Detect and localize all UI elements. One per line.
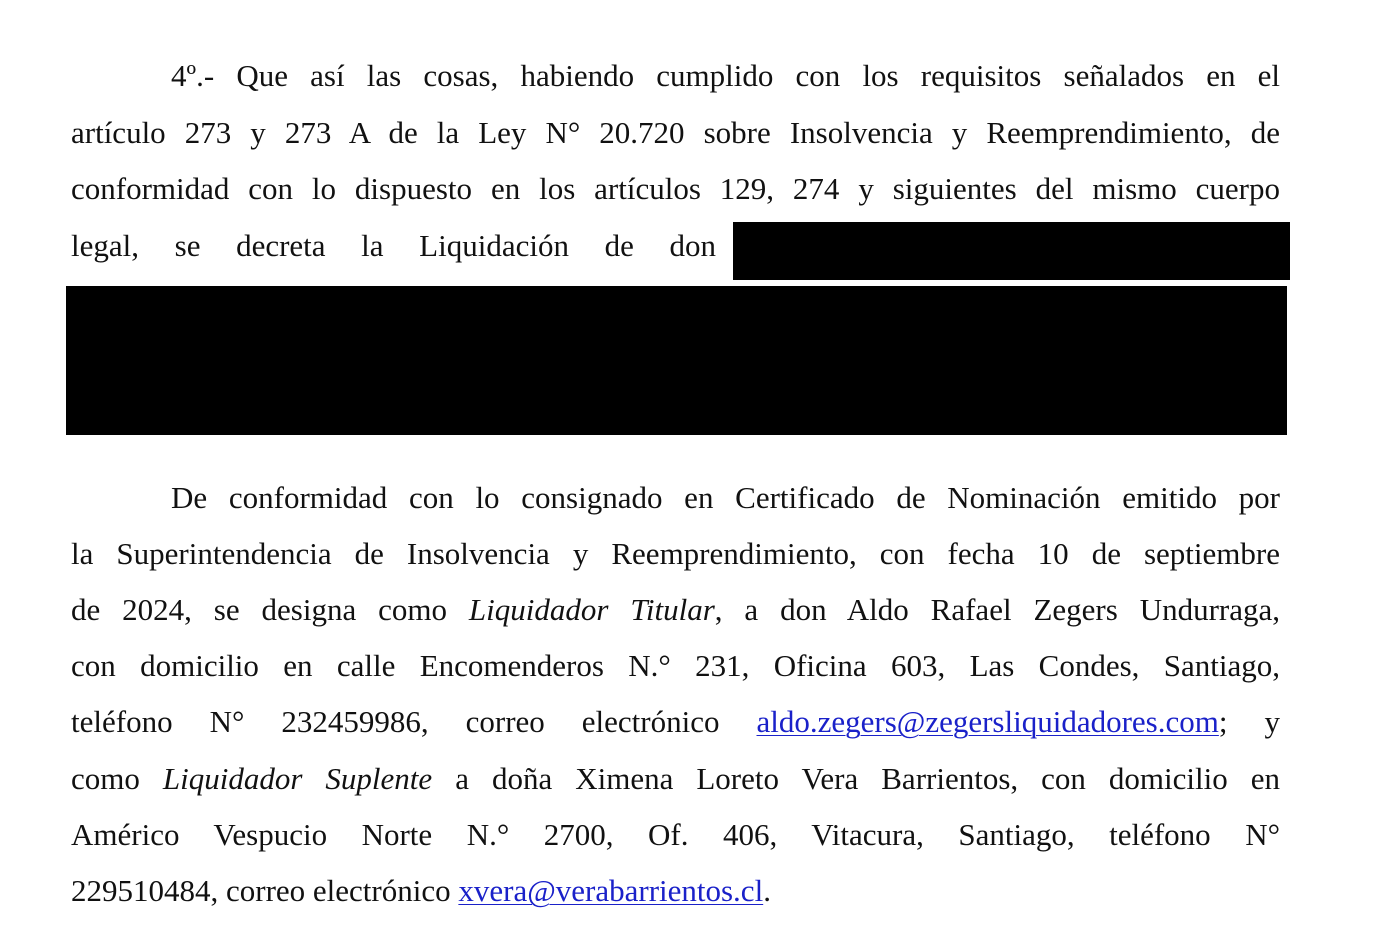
text-run: 229510484, correo electrónico [71, 873, 459, 908]
paragraph-2-line-3 [71, 590, 1280, 630]
paragraph-2-line-2: la Superintendencia de Insolvencia y Reemprendimiento, con fecha 10 de septiembre [71, 536, 1280, 571]
paragraph-2-line-8 [71, 871, 1280, 911]
paragraph-1-line-3: conformidad con lo dispuesto en los artículos 129, 274 y siguientes del mismo cuerpo [71, 171, 1280, 206]
email-link-suplente[interactable]: xvera@verabarrientos.cl [458, 873, 764, 908]
paragraph-1-line-2: artículo 273 y 273 A de la Ley N° 20.720 sobre Insolvencia y Reemprendimiento, de [71, 115, 1280, 150]
role-liquidador-suplente: Liquidador Suplente [162, 761, 433, 796]
text-run: ; y [1218, 704, 1280, 739]
text-run: como [71, 761, 163, 796]
paragraph-2-line-7: Américo Vespucio Norte N.° 2700, Of. 406, Vitacura, Santiago, teléfono N° [71, 817, 1280, 852]
paragraph-2-line-6 [71, 759, 1280, 799]
redaction-block-full [66, 286, 1287, 435]
text-run: , a don Aldo Rafael Zegers Undurraga, [714, 592, 1281, 627]
paragraph-2-line-4: con domicilio en calle Encomenderos N.° 231, Oficina 603, Las Condes, Santiago, [71, 648, 1280, 683]
text-run: de 2024, se designa como [71, 592, 469, 627]
paragraph-1-line-4: legal, se decreta la Liquidación de don [71, 228, 716, 263]
redaction-block-inline [733, 222, 1290, 280]
paragraph-2-line-5 [71, 702, 1280, 742]
email-link-titular[interactable]: aldo.zegers@zegersliquidadores.com [756, 704, 1219, 739]
paragraph-1-line-1: 4º.- Que así las cosas, habiendo cumplido con los requisitos señalados en el [171, 58, 1280, 93]
text-run: . [763, 873, 771, 908]
role-liquidador-titular: Liquidador Titular [468, 592, 715, 627]
paragraph-2-line-1: De conformidad con lo consignado en Certificado de Nominación emitido por [171, 480, 1280, 515]
text-run: a doña Ximena Loreto Vera Barrientos, con domicilio en [432, 761, 1281, 796]
text-run: teléfono N° 232459986, correo electrónico [71, 704, 757, 739]
